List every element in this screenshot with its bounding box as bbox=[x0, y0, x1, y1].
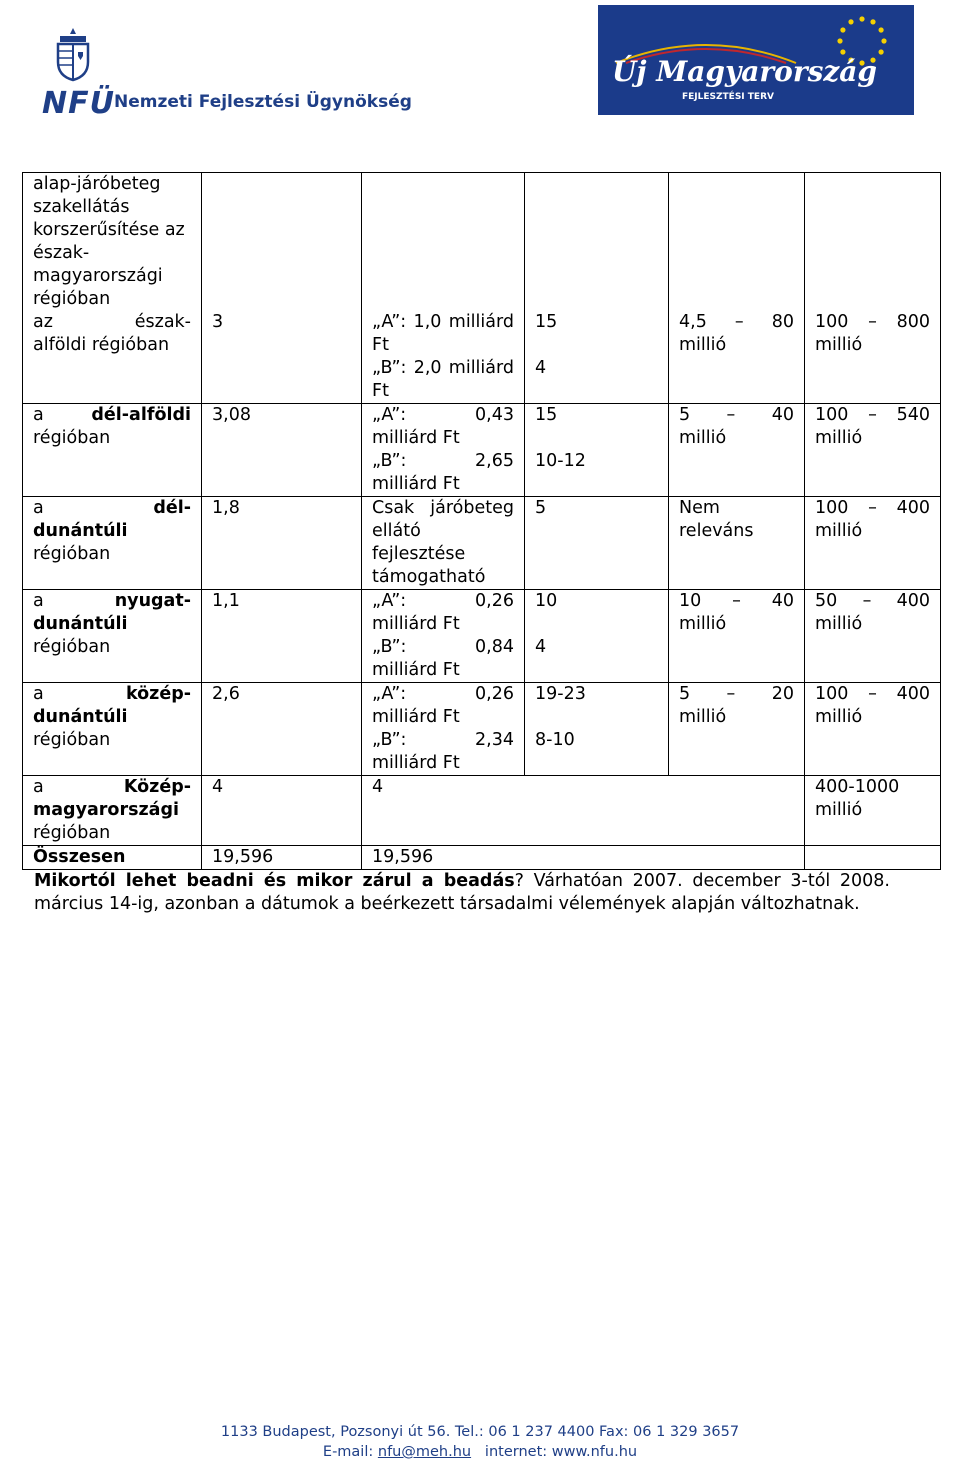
table-row bbox=[23, 311, 941, 404]
cell-value: 100 bbox=[815, 312, 849, 332]
web-label: internet: bbox=[471, 1444, 552, 1460]
row-label: nyugat- bbox=[114, 591, 191, 611]
cell-value: 5 bbox=[679, 684, 691, 704]
cell-value: 10 bbox=[679, 591, 702, 611]
cell-value: 1,1 bbox=[212, 591, 240, 611]
row-label: az bbox=[33, 312, 53, 332]
cell-value: millió bbox=[679, 614, 727, 634]
plan-logo-title: Új Magyarország bbox=[612, 55, 877, 88]
table-row bbox=[23, 590, 941, 683]
cell-value: „B”: bbox=[372, 637, 407, 657]
answer-text: ? Várhatóan 2007. december 3-tól 2008. március 14-ig, azonban a dátumok a beérkezett társadalmi vélemények alapján változhatnak. bbox=[34, 871, 890, 914]
row-label: dunántúli bbox=[33, 707, 128, 727]
row-label: régióban bbox=[33, 544, 111, 564]
cell-value: 0,43 bbox=[475, 405, 514, 425]
table-row bbox=[23, 683, 941, 776]
row-label: dél-alföldi bbox=[91, 405, 191, 425]
cell-value: 8-10 bbox=[535, 730, 575, 750]
row-label: alap-járóbeteg szakellátás korszerűsítése az észak-magyarországi régióban bbox=[33, 174, 185, 309]
cell-value: 100 bbox=[815, 405, 849, 425]
nfu-logo bbox=[34, 24, 412, 124]
cell-value: 3,08 bbox=[212, 405, 251, 425]
row-label: Közép- bbox=[123, 777, 191, 797]
funding-table bbox=[22, 172, 941, 870]
cell-value: milliárd Ft bbox=[372, 614, 460, 634]
cell-value: 5 bbox=[535, 498, 547, 518]
cell-value: 2,6 bbox=[212, 684, 240, 704]
row-label: észak- bbox=[134, 312, 191, 332]
star-icon bbox=[848, 19, 853, 24]
row-label: régióban bbox=[33, 823, 111, 843]
cell-value: „A”: bbox=[372, 405, 407, 425]
cell-value: – bbox=[862, 591, 872, 611]
cell-value: millió bbox=[679, 335, 727, 355]
cell-value: 4 bbox=[212, 777, 224, 797]
cell-value: 80 bbox=[771, 312, 794, 332]
cell-value: 2,34 bbox=[475, 730, 514, 750]
web-link[interactable]: www.nfu.hu bbox=[551, 1444, 638, 1460]
email-label: E-mail: bbox=[322, 1444, 378, 1460]
cell-value: „A”: bbox=[372, 591, 407, 611]
cell-value: „B”: bbox=[372, 451, 407, 471]
question-text: Mikortól lehet beadni és mikor zárul a beadás bbox=[34, 871, 515, 891]
row-label: a bbox=[33, 405, 44, 425]
table-row bbox=[23, 846, 941, 870]
nfu-logo-text: NFÜ bbox=[42, 86, 115, 121]
row-label: dunántúli bbox=[33, 614, 128, 634]
cell-value: 19,596 bbox=[212, 847, 274, 867]
cell-value: 4 bbox=[372, 777, 384, 797]
cell-value: 540 bbox=[896, 405, 930, 425]
cell-value: 400 bbox=[896, 684, 930, 704]
table-row bbox=[23, 497, 941, 590]
row-label: a bbox=[33, 777, 44, 797]
cell-value: 10 bbox=[535, 591, 558, 611]
cell-value: millió bbox=[679, 428, 727, 448]
row-label: Összesen bbox=[33, 847, 126, 867]
table-row bbox=[23, 404, 941, 497]
cell-value: – bbox=[868, 312, 877, 332]
cell-value: millió bbox=[815, 428, 863, 448]
row-label: a bbox=[33, 498, 44, 518]
cell-value: „B”: 2,0 milliárd Ft bbox=[372, 358, 514, 401]
cell-value: milliárd Ft bbox=[372, 753, 460, 773]
cell-value: 15 bbox=[535, 405, 558, 425]
star-icon bbox=[840, 49, 845, 54]
cell-value: milliárd Ft bbox=[372, 428, 460, 448]
cell-value: – bbox=[868, 498, 877, 518]
cell-value: 4 bbox=[535, 358, 547, 378]
cell-value: millió bbox=[679, 707, 727, 727]
row-label: a bbox=[33, 684, 44, 704]
cell-value: 15 bbox=[535, 312, 558, 332]
row-label: régióban bbox=[33, 428, 111, 448]
cell-value: millió bbox=[815, 521, 863, 541]
cell-value: 400 bbox=[896, 498, 930, 518]
star-icon bbox=[879, 27, 884, 32]
cell-value: 5 bbox=[679, 405, 691, 425]
cell-value: 40 bbox=[771, 591, 794, 611]
star-icon bbox=[881, 38, 886, 43]
cell-value: millió bbox=[815, 335, 863, 355]
star-icon bbox=[870, 19, 875, 24]
cell-value: – bbox=[726, 405, 736, 425]
cell-value: 40 bbox=[771, 405, 794, 425]
cell-value: milliárd Ft bbox=[372, 660, 460, 680]
cell-value: 4,5 bbox=[679, 312, 707, 332]
cell-value: milliárd Ft bbox=[372, 474, 460, 494]
footer-contact bbox=[0, 1444, 960, 1460]
star-icon bbox=[859, 16, 864, 21]
row-label: dél- bbox=[153, 498, 191, 518]
cell-value: 100 bbox=[815, 498, 849, 518]
cell-value: – bbox=[868, 684, 877, 704]
row-label: régióban bbox=[91, 335, 170, 355]
cell-value: – bbox=[868, 405, 877, 425]
org-name: Nemzeti Fejlesztési Ügynökség bbox=[114, 92, 412, 112]
cell-value: millió bbox=[815, 614, 863, 634]
cell-value: 0,26 bbox=[475, 591, 514, 611]
cell-value: – bbox=[726, 684, 736, 704]
cell-value: 3 bbox=[212, 312, 224, 332]
cell-value: 2,65 bbox=[475, 451, 514, 471]
cell-value: 50 bbox=[815, 591, 838, 611]
row-label: dunántúli bbox=[33, 521, 128, 541]
cell-value: milliárd Ft bbox=[372, 707, 460, 727]
row-label: a bbox=[33, 591, 44, 611]
table-row bbox=[23, 776, 941, 846]
cell-value: Csak járóbeteg ellátó fejlesztése támogatható bbox=[372, 498, 514, 587]
cell-value: 4 bbox=[535, 637, 547, 657]
cell-value: 100 bbox=[815, 684, 849, 704]
star-icon bbox=[840, 27, 845, 32]
cell-value: Nem releváns bbox=[679, 498, 754, 541]
cell-value: – bbox=[734, 312, 744, 332]
row-label: régióban bbox=[33, 730, 111, 750]
row-label: alföldi bbox=[33, 335, 87, 355]
submission-info bbox=[34, 870, 890, 916]
row-label: magyarországi bbox=[33, 800, 180, 820]
uj-magyarorszag-logo bbox=[598, 5, 918, 117]
row-label: közép- bbox=[125, 684, 191, 704]
cell-value: 0,26 bbox=[475, 684, 514, 704]
footer-address: 1133 Budapest, Pozsonyi út 56. Tel.: 06 1 237 4400 Fax: 06 1 329 3657 bbox=[220, 1424, 740, 1440]
cell-value: 1,8 bbox=[212, 498, 240, 518]
plan-logo-subtitle: FEJLESZTÉSI TERV bbox=[682, 92, 774, 102]
cell-value: 0,84 bbox=[475, 637, 514, 657]
cell-value: 400-1000 millió bbox=[815, 777, 900, 820]
cell-value: millió bbox=[815, 707, 863, 727]
email-link[interactable]: nfu@meh.hu bbox=[377, 1444, 472, 1460]
cell-value: 19,596 bbox=[372, 847, 434, 867]
table-row bbox=[23, 173, 941, 312]
cell-value: – bbox=[732, 591, 741, 611]
cell-value: 19-23 bbox=[535, 684, 586, 704]
cell-value: „B”: bbox=[372, 730, 407, 750]
cell-value: 20 bbox=[771, 684, 794, 704]
cell-value: „A”: bbox=[372, 684, 407, 704]
cell-value: „A”: 1,0 milliárd Ft bbox=[372, 312, 514, 355]
cell-value: 800 bbox=[896, 312, 930, 332]
coat-of-arms-icon bbox=[52, 24, 94, 82]
cell-value: 400 bbox=[896, 591, 930, 611]
row-label: régióban bbox=[33, 637, 111, 657]
cell-value: 10-12 bbox=[535, 451, 586, 471]
star-icon bbox=[837, 38, 842, 43]
star-icon bbox=[879, 49, 884, 54]
